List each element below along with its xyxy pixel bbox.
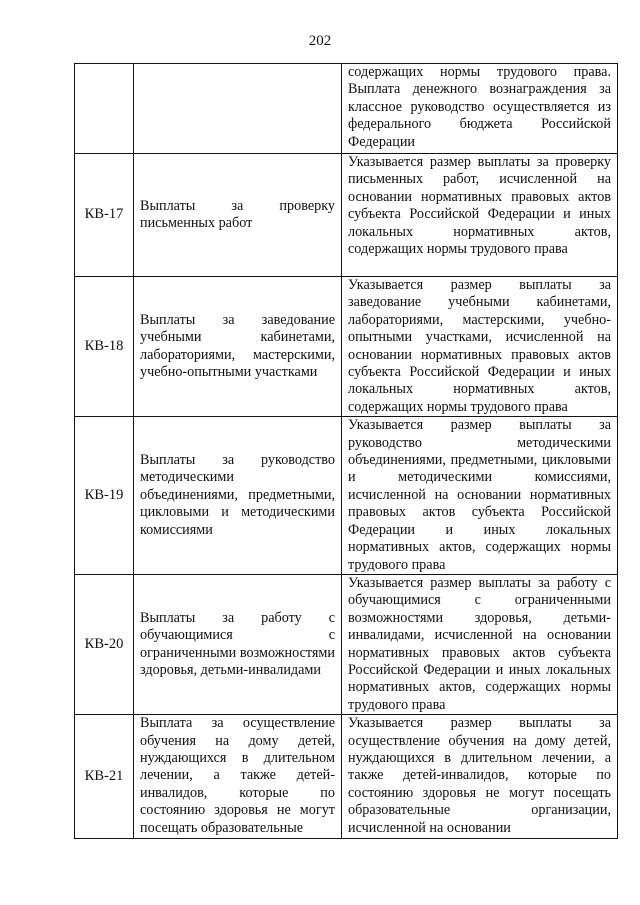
row-name: Выплаты за проверку письменных работ xyxy=(134,154,342,277)
row-name: Выплаты за руководство методическими объединениями, предметными, цикловыми и методическими комиссиями xyxy=(134,417,342,575)
table-row xyxy=(75,417,618,575)
row-code: КВ-17 xyxy=(75,154,134,277)
page-number: 202 xyxy=(308,33,332,49)
table-row xyxy=(75,277,618,417)
table-row xyxy=(75,715,618,839)
row-description: Указывается размер выплаты за осуществление обучения на дому детей, нуждающихся в длительном лечении, а также детей-инвалидов, которые по состоянию здоровья не могут посещать образовательные организации, исчисленной на основании xyxy=(342,715,618,839)
row-code xyxy=(75,64,134,154)
row-name: Выплата за осуществление обучения на дому детей, нуждающихся в длительном лечении, а также детей-инвалидов, которые по состоянию здоровья не могут посещать образовательные xyxy=(134,715,342,839)
table-row xyxy=(75,574,618,714)
row-name: Выплаты за заведование учебными кабинетами, лабораториями, мастерскими, учебно-опытными участками xyxy=(134,277,342,417)
row-name: Выплаты за работу с обучающимися с ограниченными возможностями здоровья, детьми-инвалидами xyxy=(134,574,342,714)
row-description: Указывается размер выплаты за заведование учебными кабинетами, лабораториями, мастерскими, учебно-опытными участками, исчисленной на основании нормативных правовых актов субъекта Российской Федерации и иных локальных нормативных актов, содержащих нормы трудового права xyxy=(342,277,618,417)
row-code: КВ-20 xyxy=(75,574,134,714)
row-description: Указывается размер выплаты за руководство методическими объединениями, предметными, цикловыми и методическими комиссиями, исчисленной на основании нормативных правовых актов субъекта Российской Федерации и иных локальных нормативных актов, содержащих нормы трудового права xyxy=(342,417,618,575)
row-name xyxy=(134,64,342,154)
row-description: Указывается размер выплаты за проверку письменных работ, исчисленной на основании нормативных правовых актов субъекта Российской Федерации и иных локальных нормативных актов, содержащих нормы трудового права xyxy=(342,154,618,277)
payments-table xyxy=(74,63,618,839)
table-row xyxy=(75,154,618,277)
row-description: Указывается размер выплаты за работу с обучающимися с ограниченными возможностями здоровья, детьми-инвалидами, исчисленной на основании нормативных правовых актов субъекта Российской Федерации и иных локальных нормативных актов, содержащих нормы трудового права xyxy=(342,574,618,714)
row-description: содержащих нормы трудового права. Выплата денежного вознаграждения за классное руководство осуществляется из федерального бюджета Российской Федерации xyxy=(342,64,618,154)
row-code: КВ-19 xyxy=(75,417,134,575)
table-row xyxy=(75,64,618,154)
row-code: КВ-21 xyxy=(75,715,134,839)
row-code: КВ-18 xyxy=(75,277,134,417)
